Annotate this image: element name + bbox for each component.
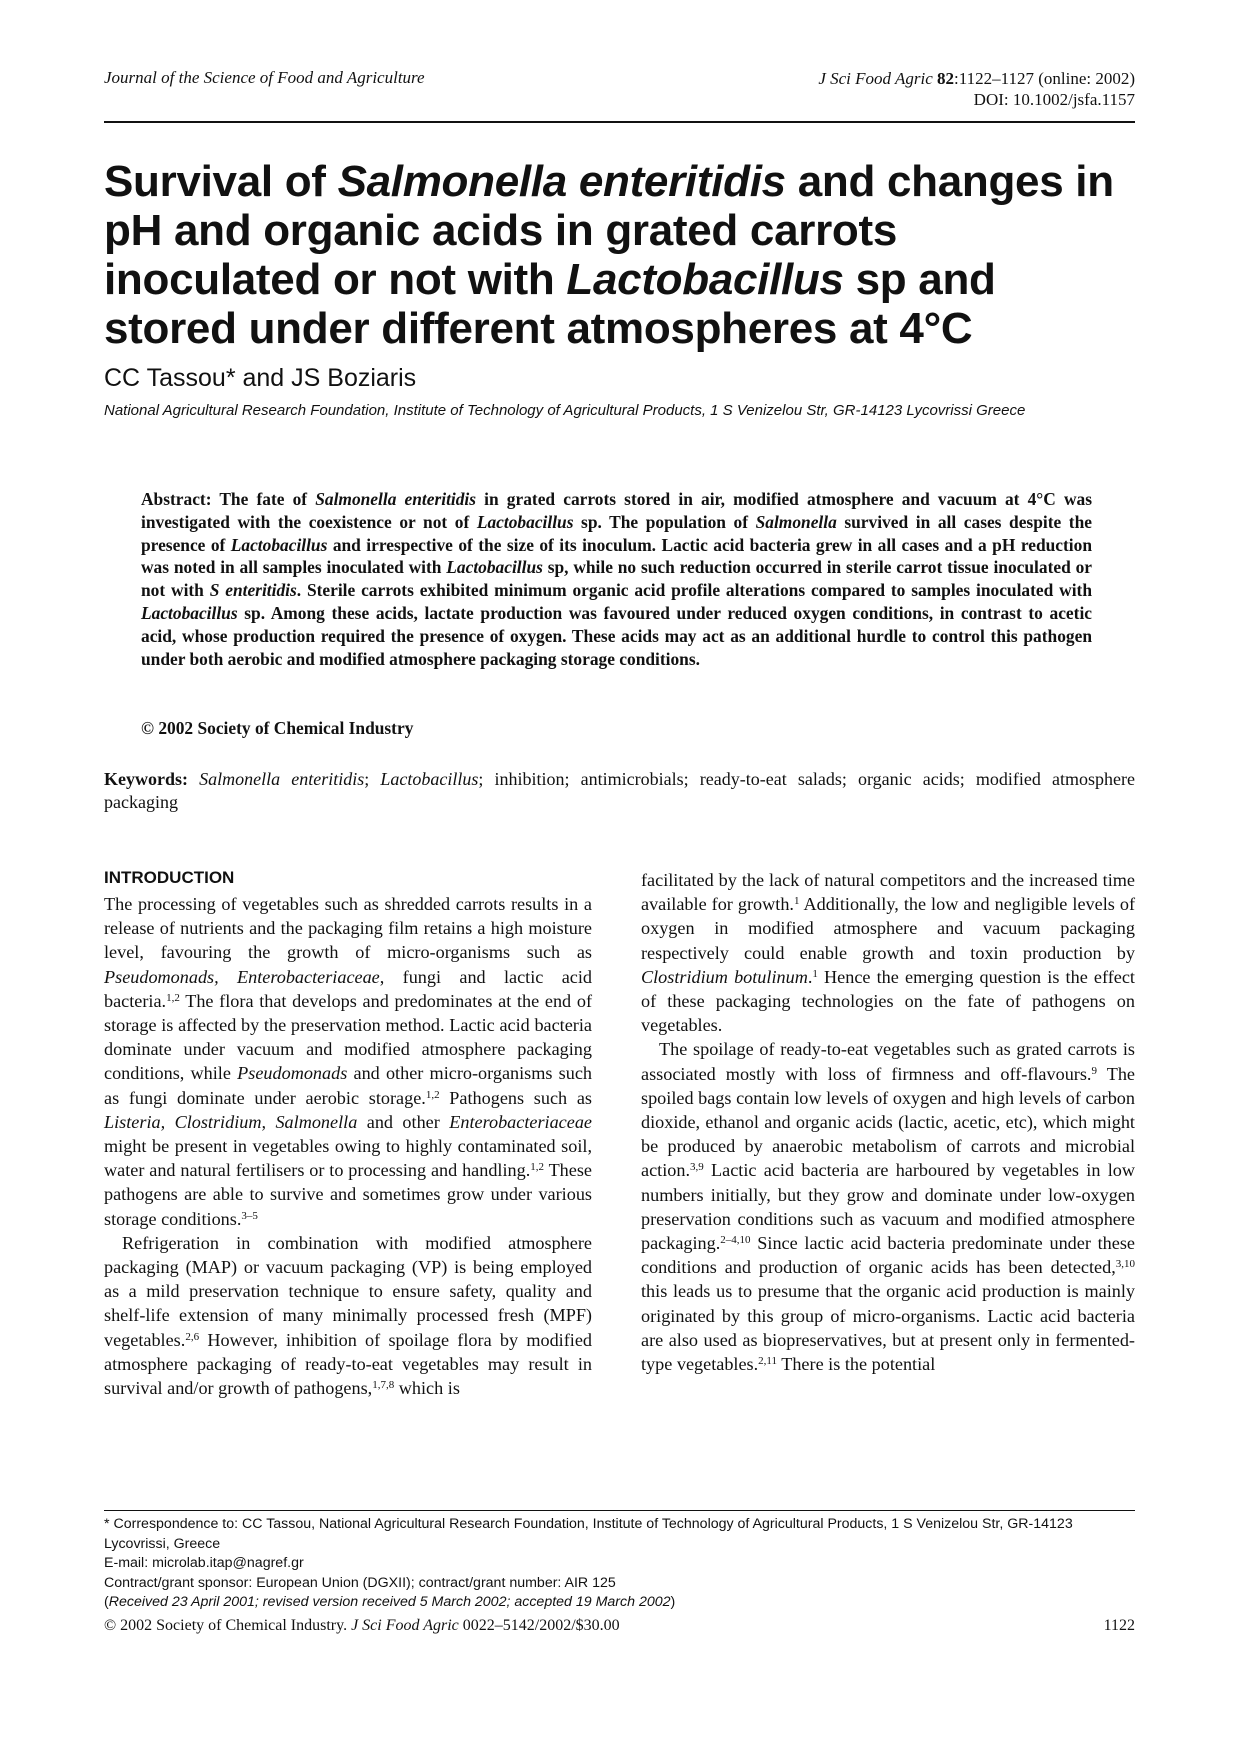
citation-ref[interactable]: 3–5 xyxy=(241,1209,258,1222)
keywords: Keywords: Salmonella enteritidis; Lactobacillus; inhibition; antimicrobials; ready-to-eat salads; organic acids; modified atmosphere packaging xyxy=(104,769,1135,812)
paragraph: facilitated by the lack of natural competitors and the increased time available for growth.$^1$ Additionally, the low and negligible levels of oxygen in modified atmosphere and vacuum packaging respectively could enable growth and toxin production by Clostridium botulinum.$^1$ Hence the emerging question is the effect of these packaging technologies on the fate of pathogens on vegetables. xyxy=(641,870,1135,1036)
footnote-email[interactable]: E-mail: microlab.itap@nagref.gr xyxy=(104,1555,304,1571)
citation-ref[interactable]: 9 xyxy=(1091,1064,1097,1077)
citation-ref[interactable]: 1 xyxy=(812,967,818,980)
footnote-received: (Received 23 April 2001; revised version received 5 March 2002; accepted 19 March 2002) xyxy=(104,1594,676,1610)
citation-ref[interactable]: 1,2 xyxy=(425,1088,440,1101)
citation-ref[interactable]: 2,11 xyxy=(758,1355,778,1368)
body-column-right xyxy=(641,868,1135,1376)
footnote-rule xyxy=(104,1510,1135,1511)
citation-ref[interactable]: 1 xyxy=(793,895,800,908)
citation-ref[interactable]: 3,10 xyxy=(1115,1258,1135,1271)
citation-ref[interactable]: 3,9 xyxy=(690,1161,704,1174)
abstract-copyright: © 2002 Society of Chemical Industry xyxy=(141,718,414,738)
footnote-grant: Contract/grant sponsor: European Union (DGXII); contract/grant number: AIR 125 xyxy=(104,1574,616,1591)
paragraph: The processing of vegetables such as shredded carrots results in a release of nutrients and the packaging film retains a high moisture level, favouring the growth of micro-organisms such as Pseudomonads, Enterobacteriaceae, fungi and lactic acid bacteria.$^{1,2}$ The flora that develops and predominates at the end of storage is affected by the preservation method. Lactic acid bacteria dominate under vacuum and modified atmosphere packaging conditions, while Pseudomonads and other micro-organisms such as fungi dominate under aerobic storage.$^{1,2}$ Pathogens such as Listeria, Clostridium, Salmonella and other Enterobacteriaceae might be present in vegetables owing to highly contaminated soil, water and natural fertilisers or to processing and handling.$^{1,2}$ These pathogens are able to survive and sometimes grow under various storage conditions.$^{3-5}$ xyxy=(104,894,593,1229)
citation-pages: :1122–1127 (online: 2002) xyxy=(954,69,1135,88)
citation-ref[interactable]: 1,7,8 xyxy=(372,1379,395,1392)
doi[interactable]: DOI: 10.1002/jsfa.1157 xyxy=(973,90,1135,109)
citation-journal: J Sci Food Agric xyxy=(818,69,933,88)
citation-ref[interactable]: 1,2 xyxy=(166,991,180,1004)
footer-copyright: © 2002 Society of Chemical Industry. J Sci Food Agric 0022–5142/2002/$30.00 xyxy=(104,1617,620,1634)
header-rule xyxy=(104,121,1135,123)
running-header-journal: Journal of the Science of Food and Agriculture xyxy=(104,68,425,87)
citation-volume: 82 xyxy=(937,69,954,88)
page-number: 1122 xyxy=(1103,1617,1135,1634)
citation-ref[interactable]: 2,6 xyxy=(185,1330,200,1343)
body-column-left xyxy=(104,866,592,1400)
author-list: CC Tassou* and JS Boziaris xyxy=(104,364,417,392)
citation-ref[interactable]: 1,2 xyxy=(530,1161,545,1174)
article-title: Survival of Salmonella enteritidis and changes in pH and organic acids in grated carrots inoculated or not with Lactobacillus sp and stored under different atmospheres at 4°C xyxy=(104,157,1114,353)
paragraph: Refrigeration in combination with modified atmosphere packaging (MAP) or vacuum packaging (VP) is being employed as a mild preservation technique to ensure safety, quality and shelf-life extension of many minimally processed fresh (MPF) vegetables.$^{2,6}$ However, inhibition of spoilage flora by modified atmosphere packaging of ready-to-eat vegetables may result in survival and/or growth of pathogens,$^{1,7,8}$ which is xyxy=(104,1232,592,1399)
citation-ref[interactable]: 2–4,10 xyxy=(720,1234,751,1247)
footnotes xyxy=(104,1515,1135,1613)
footnote-correspondence: * Correspondence to: CC Tassou, National Agricultural Research Foundation, Institute of Technology of Agricultural Products, 1 S Venizelou Str, GR-14123 Lycovrissi, Greece xyxy=(104,1516,1073,1552)
keywords-label: Keywords: xyxy=(104,769,200,789)
affiliation: National Agricultural Research Foundation, Institute of Technology of Agricultural Products, 1 S Venizelou Str, GR-14123 Lycovrissi Greece xyxy=(104,402,1026,419)
abstract: Abstract: The fate of Salmonella enteritidis in grated carrots stored in air, modified atmosphere and vacuum at 4°C was investigated with the coexistence or not of Lactobacillus sp. The population of Salmonella survived in all cases despite the presence of Lactobacillus and irrespective of the size of its inoculum. Lactic acid bacteria grew in all cases and a pH reduction was noted in all samples inoculated with Lactobacillus sp, while no such reduction occurred in sterile carrot tissue inoculated or not with S enteritidis. Sterile carrots exhibited minimum organic acid profile alterations compared to samples inoculated with Lactobacillus sp. Among these acids, lactate production was favoured under reduced oxygen conditions, in contrast to acetic acid, whose production required the presence of oxygen. These acids may act as an additional hurdle to control this pathogen under both aerobic and modified atmosphere packaging storage conditions. xyxy=(141,489,1093,669)
citation-line xyxy=(818,68,1135,89)
running-header-citation xyxy=(818,68,1135,110)
section-heading-introduction: INTRODUCTION xyxy=(104,868,235,887)
paragraph: The spoilage of ready-to-eat vegetables such as grated carrots is associated mostly with loss of firmness and off-flavours.$^9$ The spoiled bags contain low levels of oxygen and high levels of carbon dioxide, ethanol and organic acids (lactic, acetic, etc), which might be produced by anaerobic metabolism of carrots and microbial action.$^{3,9}$ Lactic acid bacteria are harboured by vegetables in low numbers initially, but they grow and dominate under low-oxygen preservation conditions such as vacuum and modified atmosphere packaging.$^{2-4,10}$ Since lactic acid bacteria predominate under these conditions and production of organic acids has been detected,$^{3,10}$ this leads us to presume that the organic acid production is mainly originated by this group of micro-organisms. Lactic acid bacteria are also used as biopreservatives, but at present only in fermented-type vegetables.$^{2,11}$ There is the potential xyxy=(641,1039,1135,1375)
